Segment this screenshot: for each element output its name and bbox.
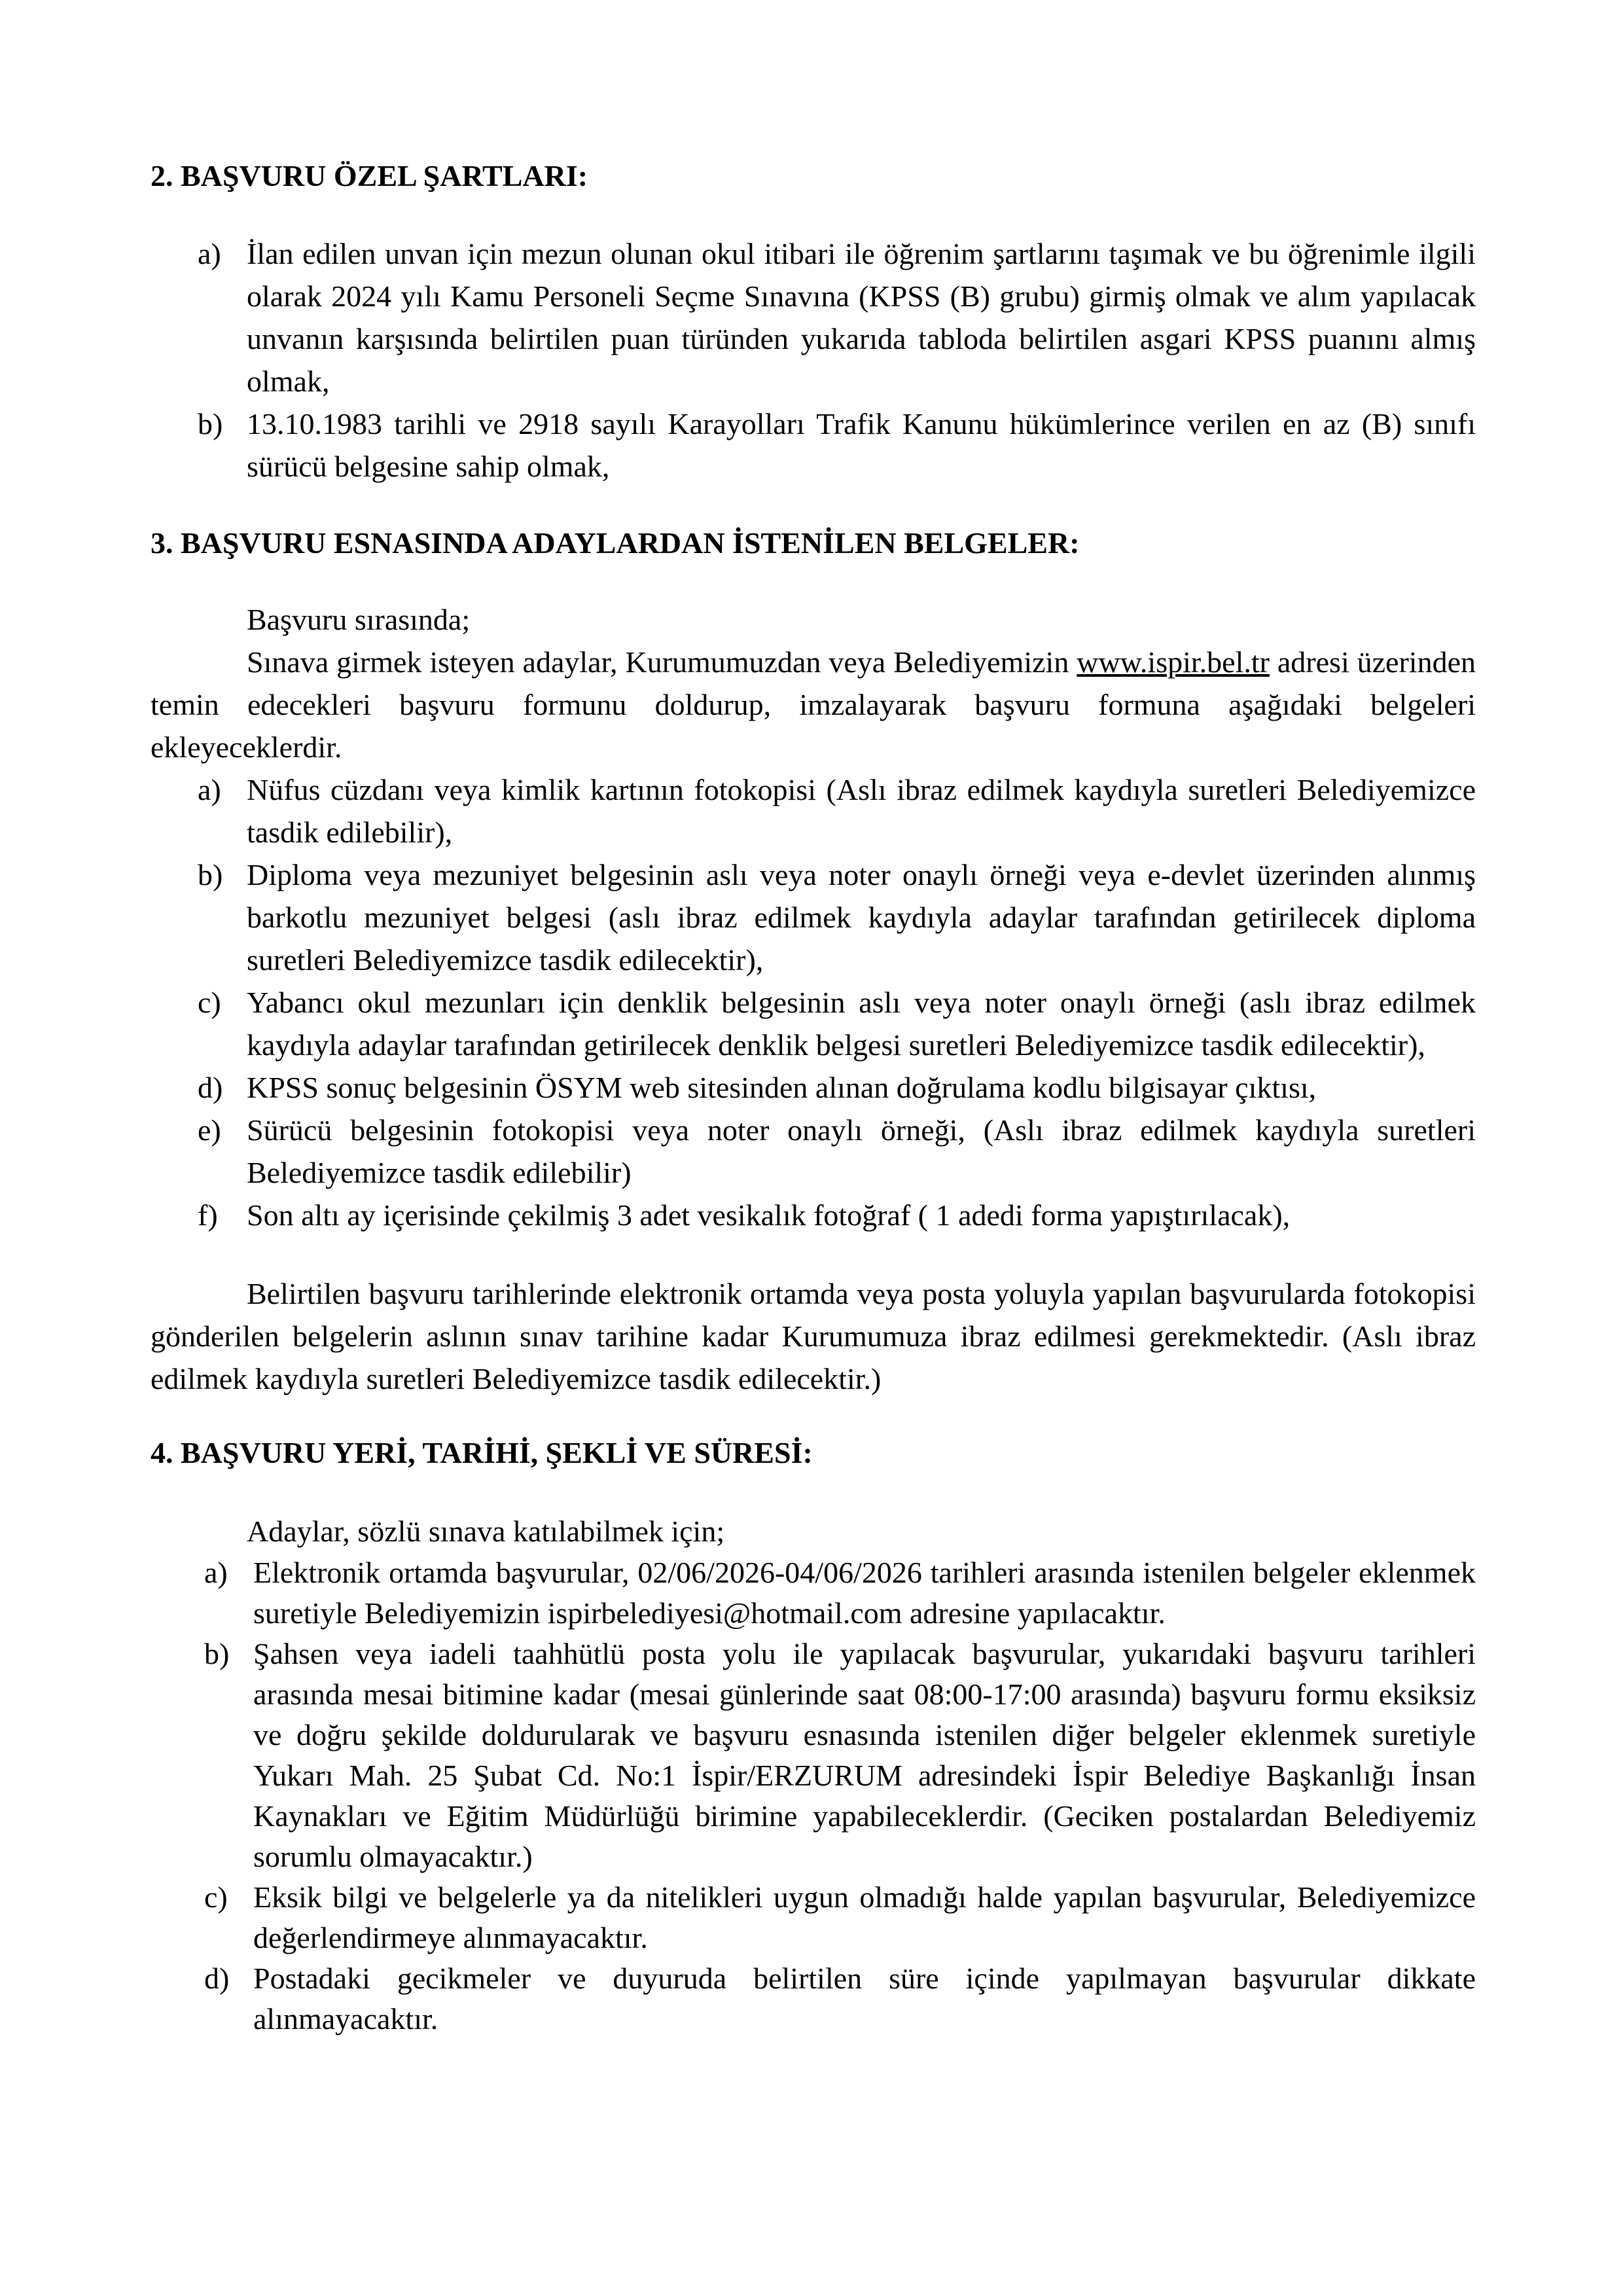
list-marker: a)	[198, 237, 221, 270]
list-item-text: Yabancı okul mezunları için denklik belgesinin aslı veya noter onaylı örneği (aslı ibraz edilmek kaydıyla adaylar tarafından getirilecek denklik belgesi suretleri Belediyemizce tasdik edilecektir),	[247, 986, 1476, 1062]
list-item-text: Postadaki gecikmeler ve duyuruda belirtilen süre içinde yapılmayan başvurular dikkate alınmayacaktır.	[253, 1962, 1476, 2036]
list-item-text: Elektronik ortamda başvurular, 02/06/2026-04/06/2026 tarihleri arasında istenilen belgeler eklenmek suretiyle Belediyemizin ispirbelediyesi@hotmail.com adresine yapılacaktır.	[253, 1556, 1476, 1630]
list-item	[151, 981, 1476, 1066]
list-item	[151, 403, 1476, 488]
list-marker: c)	[198, 986, 221, 1019]
list-item-text: Şahsen veya iadeli taahhütlü posta yolu ile yapılacak başvurular, yukarıdaki başvuru tarihleri arasında mesai bitimine kadar (mesai günlerinde saat 08:00-17:00 arasında) başvuru formu eksiksiz ve doğru şekilde doldurularak ve başvuru esnasında istenilen diğer belgeler eklenmek suretiyle Yukarı Mah. 25 Şubat Cd. No:1 İspir/ERZURUM adresindeki İspir Belediye Başkanlığı İnsan Kaynakları ve Eğitim Müdürlüğü birimine yapabileceklerdir. (Geciken postalardan Belediyemiz sorumlu olmayacaktır.)	[253, 1637, 1476, 1873]
list-marker: b)	[198, 858, 223, 891]
list-marker: e)	[198, 1113, 221, 1147]
section-4-list	[151, 1552, 1476, 2039]
list-item-text: KPSS sonuç belgesinin ÖSYM web sitesinden alınan doğrulama kodlu bilgisayar çıktısı,	[247, 1071, 1317, 1104]
list-marker: b)	[204, 1637, 230, 1670]
list-item-text: İlan edilen unvan için mezun olunan okul itibari ile öğrenim şartlarını taşımak ve bu öğrenimle ilgili olarak 2024 yılı Kamu Personeli Seçme Sınavına (KPSS (B) grubu) girmiş olmak ve alım yapılacak unvanın karşısında belirtilen puan türünden yukarıda tabloda belirtilen asgari KPSS puanını almış olmak,	[247, 237, 1476, 398]
list-item-text: Eksik bilgi ve belgelerle ya da nitelikleri uygun olmadığı halde yapılan başvurular, Belediyemizce değerlendirmeye alınmayacaktır.	[253, 1880, 1476, 1954]
paragraph-text: Sınava girmek isteyen adaylar, Kurumumuzdan veya Belediyemizin	[247, 645, 1077, 679]
list-marker: c)	[204, 1880, 228, 1914]
list-item	[151, 1877, 1476, 1958]
section-3-closing-paragraph: Belirtilen başvuru tarihlerinde elektronik ortamda veya posta yoluyla yapılan başvurularda fotokopisi gönderilen belgelerin aslının sınav tarihine kadar Kurumumuza ibraz edilmesi gerekmektedir. (Aslı ibraz edilmek kaydıyla suretleri Belediyemizce tasdik edilecektir.)	[151, 1277, 1476, 1395]
list-item	[151, 1109, 1476, 1194]
list-item	[151, 768, 1476, 853]
list-marker: d)	[198, 1071, 223, 1104]
list-marker: a)	[198, 773, 221, 806]
list-item-text: Diploma veya mezuniyet belgesinin aslı veya noter onaylı örneği veya e-devlet üzerinden alınmış barkotlu mezuniyet belgesi (aslı ibraz edilmek kaydıyla adaylar tarafından getirilecek diploma suretleri Belediyemizce tasdik edilecektir),	[247, 858, 1476, 977]
list-marker: d)	[204, 1962, 230, 1995]
list-item-text: Sürücü belgesinin fotokopisi veya noter onaylı örneği, (Aslı ibraz edilmek kaydıyla suretleri Belediyemizce tasdik edilebilir)	[247, 1113, 1476, 1189]
section-3-intro: Başvuru sırasında;	[247, 603, 471, 636]
list-marker: f)	[198, 1198, 218, 1232]
list-item	[151, 1194, 1476, 1236]
section-2-heading: 2. BAŞVURU ÖZEL ŞARTLARI:	[151, 159, 588, 192]
list-item	[151, 853, 1476, 981]
section-4-intro: Adaylar, sözlü sınava katılabilmek için;	[247, 1515, 725, 1548]
ispir-website-link[interactable]: www.ispir.bel.tr	[1077, 645, 1270, 679]
section-3-paragraph	[151, 641, 1476, 768]
list-item-text: Nüfus cüzdanı veya kimlik kartının fotokopisi (Aslı ibraz edilmek kaydıyla suretleri Belediyemizce tasdik edilebilir),	[247, 773, 1476, 849]
list-item-text: Son altı ay içerisinde çekilmiş 3 adet vesikalık fotoğraf ( 1 adedi forma yapıştırılacak),	[247, 1198, 1291, 1232]
list-item	[151, 1066, 1476, 1109]
list-item	[151, 1552, 1476, 1634]
list-item	[151, 1958, 1476, 2039]
list-marker: a)	[204, 1556, 228, 1589]
list-item	[151, 232, 1476, 403]
section-3-heading: 3. BAŞVURU ESNASINDA ADAYLARDAN İSTENİLEN BELGELER:	[151, 526, 1080, 560]
section-2-list	[151, 232, 1476, 488]
list-marker: b)	[198, 407, 223, 440]
section-4-heading: 4. BAŞVURU YERİ, TARİHİ, ŞEKLİ VE SÜRESİ:	[151, 1436, 813, 1469]
list-item-text: 13.10.1983 tarihli ve 2918 sayılı Karayolları Trafik Kanunu hükümlerince verilen en az (B) sınıfı sürücü belgesine sahip olmak,	[247, 407, 1476, 483]
list-item	[151, 1634, 1476, 1877]
section-3-list	[151, 768, 1476, 1236]
paragraph-text: adresi üzerinden temin edecekleri başvuru formunu doldurup, imzalayarak başvuru formuna aşağıdaki belgeleri ekleyeceklerdir.	[151, 645, 1476, 764]
